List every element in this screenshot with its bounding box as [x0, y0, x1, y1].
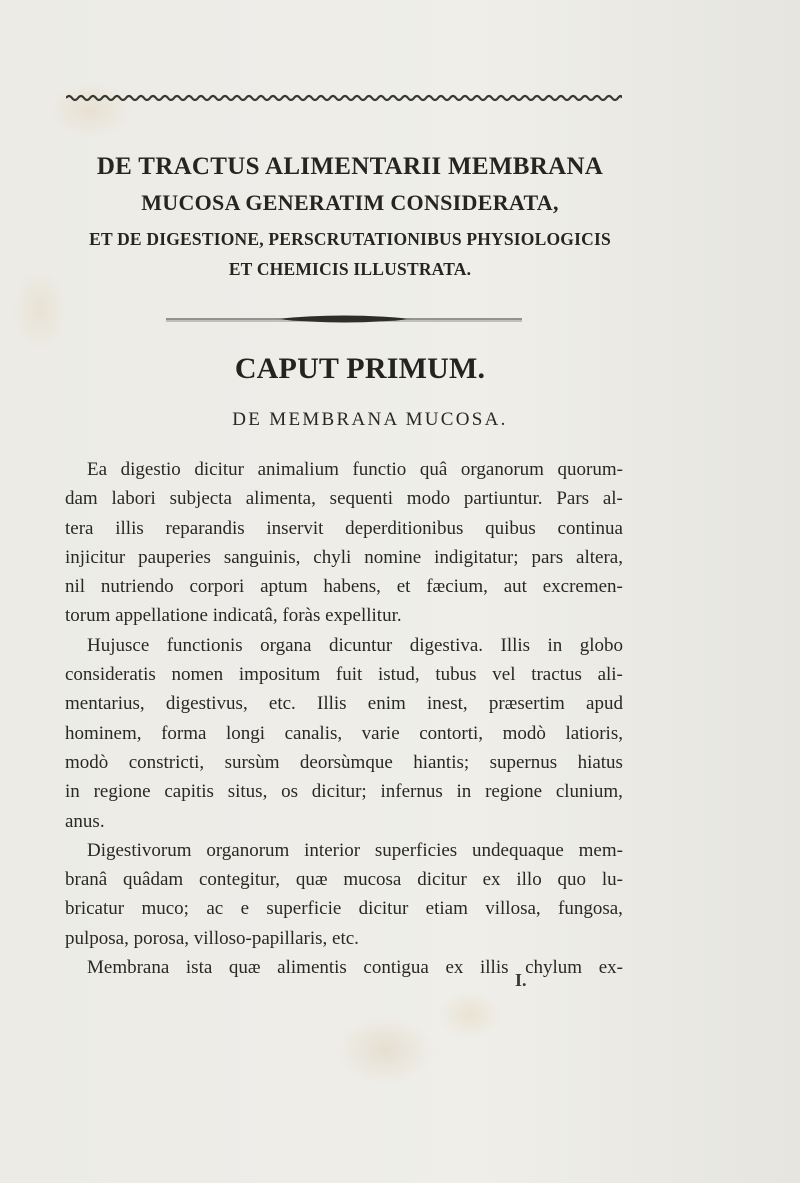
word: ex — [482, 869, 501, 891]
word: ista — [185, 957, 213, 979]
word: Hujusce — [87, 634, 150, 656]
text-line — [65, 514, 623, 543]
word: quo — [557, 869, 587, 891]
heading-line-3: ET DE DIGESTIONE, PERSCRUTATIONIBUS PHYSIOLOGICIS — [89, 229, 611, 249]
word: aut — [503, 576, 527, 598]
word: tubus — [435, 664, 477, 686]
word: globo — [579, 634, 623, 656]
word: digestiva. — [409, 634, 484, 656]
word: dicitur — [417, 869, 467, 891]
word: clunium, — [555, 781, 623, 803]
word: muco; — [141, 898, 189, 920]
word: mucosa — [343, 869, 402, 891]
word: altera, — [576, 546, 623, 568]
word: in — [456, 781, 472, 803]
word: sequenti — [329, 488, 393, 510]
word: nomine — [364, 546, 422, 568]
word: chylum — [525, 957, 583, 979]
word: longi — [226, 722, 266, 744]
word: animalium — [257, 459, 339, 480]
text-line — [65, 836, 623, 865]
word: in — [547, 634, 563, 656]
word: istud, — [377, 664, 420, 686]
ornamental-swelled-rule — [166, 313, 522, 325]
word: Digestivorum — [87, 839, 192, 861]
word: quâdam — [123, 869, 184, 891]
word: fæcium, — [426, 576, 488, 598]
word: contorti, — [419, 722, 484, 744]
word: os — [281, 781, 299, 803]
word: villosa, — [485, 898, 541, 920]
heading-line-4: ET CHEMICIS ILLUSTRATA. — [228, 259, 472, 279]
chapter-subtitle: DE MEMBRANA MUCOSA. — [232, 409, 508, 430]
text-line — [65, 953, 623, 982]
word: præsertim — [488, 693, 565, 715]
word: partiuntur. — [463, 488, 543, 510]
word: bricatur — [65, 898, 125, 920]
word: apud — [586, 693, 623, 715]
word: chyli — [313, 546, 352, 568]
heading-line-2: MUCOSA GENERATIM CONSIDERATA, — [141, 190, 559, 215]
word: fungosa, — [558, 898, 623, 920]
word: illis — [479, 957, 509, 979]
word: enim — [367, 693, 406, 715]
word: etiam — [425, 898, 468, 920]
word: lu- — [601, 869, 623, 891]
text-line — [65, 865, 623, 894]
word: inest, — [426, 693, 468, 715]
word: deorsùmque — [299, 751, 393, 773]
word: varie — [361, 722, 400, 744]
word: regione — [485, 781, 543, 803]
text-line — [65, 455, 623, 484]
word: pars — [531, 546, 564, 568]
word: continua — [557, 517, 623, 539]
text-line — [65, 660, 623, 689]
word: Pars — [556, 488, 590, 510]
chapter-title: CAPUT PRIMUM. — [234, 352, 486, 385]
word: ali- — [597, 664, 623, 686]
word: inservit — [266, 517, 324, 539]
word: regione — [93, 781, 151, 803]
body-text — [65, 455, 623, 982]
word: mentarius, — [65, 693, 145, 715]
text-line — [65, 484, 623, 513]
word: nomen — [171, 664, 224, 686]
text-line: anus. — [65, 810, 105, 832]
word: tera — [65, 517, 94, 539]
word: illis — [115, 517, 144, 539]
word: al- — [602, 488, 623, 510]
word: undequaque — [472, 839, 564, 861]
text-line — [65, 572, 623, 601]
word: consideratis — [65, 664, 156, 686]
text-line — [65, 543, 623, 572]
word: sanguinis, — [223, 546, 301, 568]
word: Ea — [87, 459, 108, 480]
word: impositum — [238, 664, 321, 686]
word: functionis — [166, 634, 243, 656]
word: canalis, — [284, 722, 343, 744]
word: alimenta, — [245, 488, 316, 510]
word: sursùm — [224, 751, 280, 773]
word: ex- — [598, 957, 623, 979]
word: modo — [406, 488, 451, 510]
text-line: pulposa, porosa, villoso-papillaris, etc. — [65, 927, 359, 949]
word: modò — [65, 751, 109, 773]
word: vel — [492, 664, 516, 686]
word: capitis — [164, 781, 214, 803]
word: organorum — [206, 839, 290, 861]
word: latioris, — [565, 722, 623, 744]
signature-mark: I. — [515, 970, 527, 990]
word: excremen- — [542, 576, 623, 598]
word: ac — [206, 898, 224, 920]
word: functio — [352, 459, 407, 480]
word: digestivus, — [165, 693, 248, 715]
text-line — [65, 894, 623, 923]
word: Illis — [317, 693, 347, 715]
word: digestio — [120, 459, 181, 480]
word: branâ — [65, 869, 108, 891]
text-line — [65, 689, 623, 718]
word: deperditionibus — [345, 517, 464, 539]
text-line — [65, 631, 623, 660]
word: ex — [445, 957, 464, 979]
word: contegitur, — [198, 869, 281, 891]
word: aptum — [260, 576, 308, 598]
word: indigitatur; — [434, 546, 519, 568]
word: injicitur — [65, 546, 126, 568]
word: nil — [65, 576, 86, 598]
word: superficies — [374, 839, 458, 861]
word: hiantis; — [413, 751, 470, 773]
word: constricti, — [128, 751, 205, 773]
word: nutriendo — [100, 576, 174, 598]
word: hominem, — [65, 722, 142, 744]
word: organa — [260, 634, 312, 656]
text-line — [65, 777, 623, 806]
word: interior — [304, 839, 361, 861]
word: modò — [502, 722, 546, 744]
word: alimentis — [277, 957, 347, 979]
word: tractus — [531, 664, 582, 686]
text-line — [65, 719, 623, 748]
word: hiatus — [577, 751, 623, 773]
word: in — [65, 781, 80, 803]
word: Membrana — [87, 957, 170, 979]
word: dicitur — [194, 459, 245, 480]
word: habens, — [323, 576, 381, 598]
word: forma — [161, 722, 207, 744]
ornamental-wavy-rule — [66, 93, 622, 103]
word: supernus — [489, 751, 558, 773]
text-line — [65, 748, 623, 777]
word: contigua — [363, 957, 429, 979]
word: quæ — [228, 957, 261, 979]
word: subjecta — [169, 488, 232, 510]
text-line: torum appellatione indicatâ, foràs expellitur. — [65, 605, 402, 627]
heading-line-1: DE TRACTUS ALIMENTARII MEMBRANA — [96, 153, 604, 180]
word: etc. — [268, 693, 296, 715]
word: dam — [65, 488, 98, 510]
word: quibus — [485, 517, 536, 539]
word: quâ — [419, 459, 448, 480]
word: reparandis — [165, 517, 245, 539]
word: illo — [516, 869, 542, 891]
word: Illis — [500, 634, 531, 656]
word: pauperies — [138, 546, 211, 568]
word: et — [396, 576, 411, 598]
word: dicitur; — [311, 781, 367, 803]
word: quorum- — [557, 459, 623, 480]
word: dicuntur — [328, 634, 393, 656]
word: superficie — [266, 898, 342, 920]
word: mem- — [578, 839, 623, 861]
word: fuit — [335, 664, 363, 686]
word: e — [240, 898, 250, 920]
word: situs, — [227, 781, 268, 803]
word: labori — [111, 488, 156, 510]
word: quæ — [295, 869, 328, 891]
word: dicitur — [358, 898, 409, 920]
word: infernus — [380, 781, 443, 803]
word: corpori — [189, 576, 245, 598]
word: organorum — [460, 459, 544, 480]
